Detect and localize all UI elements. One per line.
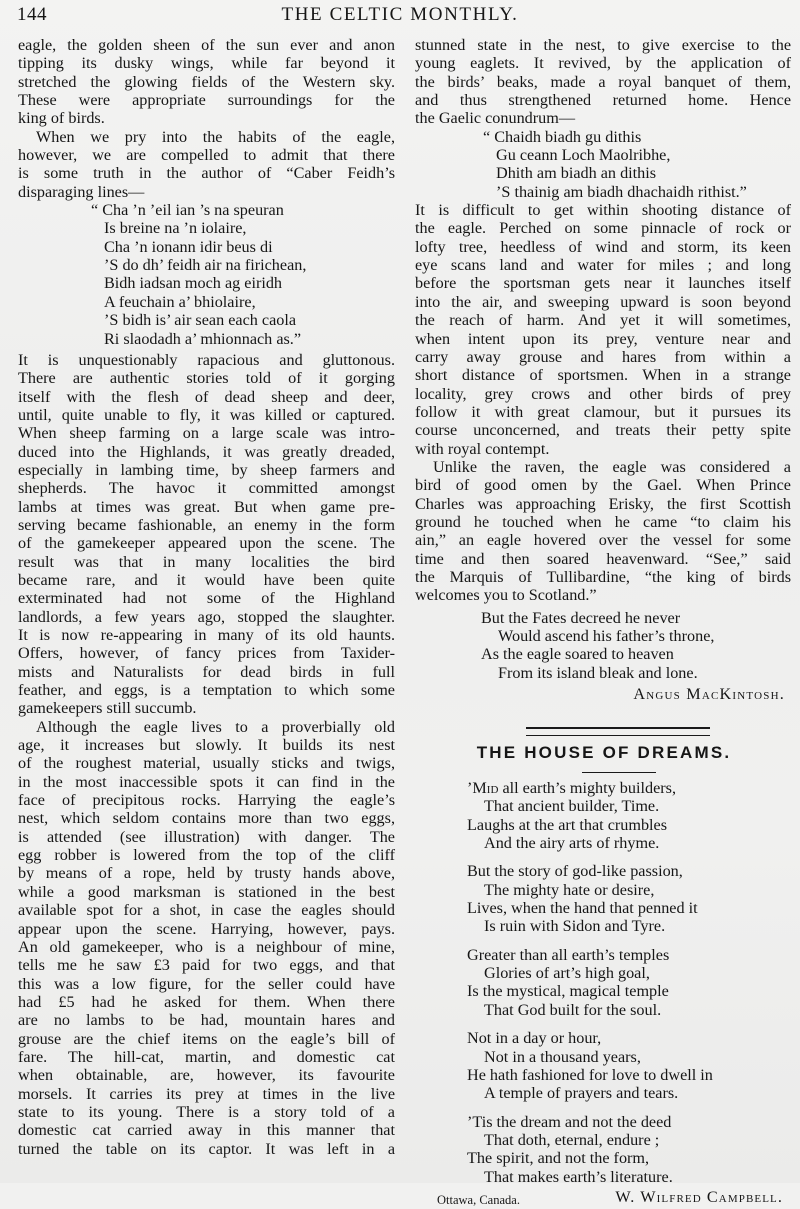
paragraph	[18, 36, 395, 128]
text-line: turned the table on its captor. It was left in a	[18, 1139, 395, 1158]
text-line: tipping its dusky wings, while far beyond it	[18, 54, 395, 73]
text-line: course unconcerned, and treats their petty spite	[415, 421, 791, 440]
text-line: These were appropriate surroundings for the	[18, 91, 395, 110]
paragraph	[18, 128, 395, 201]
text-line: When we pry into the habits of the eagle,	[36, 127, 395, 146]
text-line: eye scans land and water for miles ; and long	[415, 256, 791, 275]
text-line: is some truth in the author of “Caber Feidh’s	[18, 164, 395, 183]
verse-line: Lives, when the hand that penned it	[467, 899, 698, 918]
text-line: available spot for a shot, in case the eagles should	[18, 901, 395, 920]
text-line: the reach of harm. And yet it will sometimes,	[415, 311, 791, 330]
verse-line: That doth, eternal, endure ;	[484, 1130, 660, 1149]
text-line: with royal contempt.	[415, 439, 550, 458]
text-line: when obtainable, are, however, its favourite	[18, 1066, 395, 1085]
text-line: into the air, and sweeping upward is soon beyond	[415, 292, 791, 311]
text-line: eagle, the golden sheen of the sun ever and anon	[18, 36, 395, 54]
text-line: There are authentic stories told of it gorging	[18, 369, 395, 388]
text-line: in the most inaccessible spots it can find in the	[18, 772, 395, 791]
verse-line: Is ruin with Sidon and Tyre.	[484, 917, 666, 936]
verse-line: The mighty hate or desire,	[484, 880, 655, 899]
verse-line: “ Cha ’n ’eil ian ’s na speuran	[91, 201, 284, 220]
text-line: lofty tree, heedless of wind and storm, its keen	[415, 237, 791, 256]
text-line: time and then soared heavenward. “See,” said	[415, 549, 791, 568]
text-line: Charles was approaching Erisky, the first Scottish	[415, 494, 791, 513]
text-line: before the sportsman gets near it launches itself	[415, 274, 791, 293]
verse-line-text: all earth’s mighty builders,	[502, 779, 676, 798]
text-line: the Gaelic conundrum—	[415, 109, 576, 128]
text-line: became rare, and it would have been quite	[18, 570, 395, 589]
text-line: this was a low figure, for the seller could have	[18, 974, 395, 993]
poem-stanza	[415, 779, 791, 852]
text-line: mists and Naturalists for dead birds in full	[18, 662, 395, 681]
text-line: appear upon the scene. Harrying, however, pays.	[18, 919, 395, 938]
text-line: ain,” an eagle hovered over the vessel for some	[415, 531, 791, 550]
paragraph	[18, 718, 395, 1158]
verse-line: Is breine na ’n iolaire,	[104, 219, 247, 238]
text-line: of the roughest material, usually sticks and twigs,	[18, 754, 395, 773]
text-line: locality, grey crows and other birds of prey	[415, 384, 791, 403]
poem-place: Ottawa, Canada.	[437, 1192, 520, 1207]
text-line: It is difficult to get within shooting distance of	[415, 201, 791, 220]
text-line: carry away grouse and hares from within a	[415, 347, 791, 366]
text-line: the birds’ beaks, made a royal banquet of them,	[415, 72, 791, 91]
verse-line: From its island bleak and lone.	[498, 663, 698, 682]
text-line: short distance of sportsmen. When in a strange	[415, 366, 791, 385]
text-line: stunned state in the nest, to give exercise to the	[415, 36, 791, 54]
verse-line: ’S thainig am biadh dhachaidh rithist.”	[496, 182, 747, 201]
text-line: stretched the glowing fields of the Western sky.	[18, 72, 395, 91]
verse-line: He hath fashioned for love to dwell in	[467, 1065, 713, 1084]
text-line: follow it with great clamour, but it pursues its	[415, 402, 791, 421]
verse-line: Ri slaodadh a’ mhionnach as.”	[104, 329, 302, 348]
verse-line: Would ascend his father’s throne,	[498, 627, 715, 645]
verse-line: ’S bidh is’ air sean each caola	[104, 311, 297, 330]
running-head: THE CELTIC MONTHLY.	[281, 4, 519, 25]
verse-line: A feuchain a’ bhiolaire,	[104, 292, 256, 311]
page-number: 144	[17, 4, 47, 25]
poem-stanza	[415, 946, 791, 1019]
poem-stanza	[415, 862, 791, 935]
text-line: When sheep farming on a large scale was intro-	[18, 424, 395, 443]
text-line: Offers, however, of fancy prices from Taxider-	[18, 644, 395, 663]
verse-line: The spirit, and not the form,	[467, 1149, 650, 1168]
text-line: state to its young. There is a story told of a	[18, 1102, 395, 1121]
text-line: feather, and eggs, is a temptation to which some	[18, 681, 395, 700]
text-line: egg robber is lowered from the top of the cliff	[18, 846, 395, 865]
verse-line: As the eagle soared to heaven	[481, 645, 674, 664]
text-line: itself with the flesh of dead sheep and deer,	[18, 387, 395, 406]
text-line: especially in lambing time, by sheep farmers and	[18, 460, 395, 479]
verse-line: Cha ’n ionann idir beus di	[104, 237, 273, 256]
text-line: are no lambs to be had, mountain hares and	[18, 1011, 395, 1030]
text-line: morsels. It carries its prey at times in the live	[18, 1084, 395, 1103]
text-line: gamekeepers still succumb.	[18, 699, 197, 718]
paragraph	[415, 201, 791, 458]
paragraph	[18, 351, 395, 718]
paragraph	[415, 36, 791, 128]
text-line: duced into the Highlands, it was greatly dreaded,	[18, 442, 395, 461]
verse-line: But the Fates decreed he never	[481, 608, 681, 627]
text-line: by means of a rope, held by trusty hands above,	[18, 864, 395, 883]
verse-line: Not in a thousand years,	[484, 1047, 641, 1066]
text-line: until, quite unable to fly, it was killed or captured.	[18, 405, 395, 424]
text-line: welcomes you to Scotland.”	[415, 586, 597, 605]
text-line: grouse are the chief items on the eagle’s bill of	[18, 1029, 395, 1048]
verse-line: Greater than all earth’s temples	[467, 945, 670, 964]
text-line: young eaglets. It revived, by the application of	[415, 54, 791, 73]
text-line: lambs at times was great. But when game pre-	[18, 497, 395, 516]
verse-line: Laughs at the art that crumbles	[467, 815, 668, 834]
text-line: serving became fashionable, an enemy in the form	[18, 515, 395, 534]
text-line: disparaging lines—	[18, 182, 145, 201]
text-line: result was that in many localities the bird	[18, 552, 395, 571]
text-line: nest, which seldom contains more than two eggs,	[18, 809, 395, 828]
text-line: An old gamekeeper, who is a neighbour of mine,	[18, 937, 395, 956]
verse-line: “ Chaidh biadh gu dithis	[483, 127, 642, 146]
poem-title: THE HOUSE OF DREAMS.	[476, 743, 732, 763]
verse-line: A temple of prayers and tears.	[484, 1084, 679, 1103]
text-line: fare. The hill-cat, martin, and domestic cat	[18, 1047, 395, 1066]
verse-line: Glories of art’s high goal,	[484, 964, 650, 983]
text-line: It is now re-appearing in many of its old haunts.	[18, 626, 395, 644]
text-line: ground he touched when he came “to claim his	[415, 512, 791, 531]
text-line: the eagle. Perched on some pinnacle of rock or	[415, 219, 791, 238]
text-line: however, we are compelled to admit that there	[18, 146, 395, 165]
verse-line: Dhith am biadh an dithis	[496, 164, 657, 183]
closing-verse	[415, 609, 791, 682]
text-line: shepherds. The havoc it committed amongst	[18, 479, 395, 498]
text-line: the Marquis of Tullibardine, “the king of birds	[415, 567, 791, 586]
poem-footer	[415, 1188, 791, 1208]
verse-line: But the story of god-like passion,	[467, 862, 683, 881]
text-line: bird of good omen by the Gael. When Prince	[415, 476, 791, 495]
text-line: Although the eagle lives to a proverbially old	[36, 717, 395, 736]
verse-line: Not in a day or hour,	[467, 1029, 602, 1048]
text-line: face of precipitous rocks. Harrying the eagle’s	[18, 791, 395, 810]
section-divider-double-rule	[526, 727, 710, 736]
left-column	[18, 36, 395, 1158]
right-column	[415, 36, 791, 1208]
text-line: is attended (see illustration) with danger. The	[18, 827, 395, 846]
verse-line: And the airy arts of rhyme.	[484, 834, 660, 853]
verse-line: That God built for the soul.	[484, 1000, 662, 1019]
verse-line: Is the mystical, magical temple	[467, 982, 669, 1001]
text-line: of the gamekeeper appeared upon the scene. The	[18, 534, 395, 553]
verse-line: Gu ceann Loch Maolribhe,	[496, 146, 671, 165]
poem-stanza	[415, 1113, 791, 1186]
verse-line: ’Tis the dream and not the deed	[467, 1112, 672, 1131]
text-line: tells me he saw £3 paid for two eggs, and that	[18, 956, 395, 975]
text-line: domestic cat carried away in this manner that	[18, 1121, 395, 1140]
poem-body	[415, 779, 791, 1186]
text-line: and thus strengthened returned home. Hence	[415, 91, 791, 110]
gaelic-verse	[18, 201, 395, 348]
verse-line: Bidh iadsan moch ag eiridh	[104, 274, 283, 293]
verse-line	[415, 779, 791, 797]
article-author: Angus MacKintosh.	[633, 685, 785, 704]
poem-stanza	[415, 1029, 791, 1102]
text-line: while a good marksman is stationed in the best	[18, 882, 395, 901]
text-line: Unlike the raven, the eagle was considered a	[433, 457, 791, 476]
gaelic-conundrum-verse	[415, 128, 791, 201]
verse-line: That ancient builder, Time.	[484, 797, 660, 816]
poem-first-word: ’Mid	[467, 779, 499, 798]
paragraph	[415, 458, 791, 605]
text-line: age, it increases but slowly. It builds its nest	[18, 736, 395, 755]
verse-line: That makes earth’s literature.	[484, 1167, 673, 1186]
text-line: had £5 had he asked for them. When there	[18, 992, 395, 1011]
poem-author: W. Wilfred Campbell.	[615, 1187, 783, 1206]
text-line: It is unquestionably rapacious and gluttonous.	[18, 350, 395, 369]
verse-line: ’S do dh’ feidh air na firichean,	[104, 256, 307, 275]
text-line: landlords, a few years ago, stopped the slaughter.	[18, 607, 395, 626]
text-line: exterminated had not some of the Highland	[18, 589, 395, 608]
text-line: king of birds.	[18, 109, 105, 128]
title-underline-rule	[582, 772, 656, 773]
text-line: when intent upon its prey, venture near and	[415, 329, 791, 348]
